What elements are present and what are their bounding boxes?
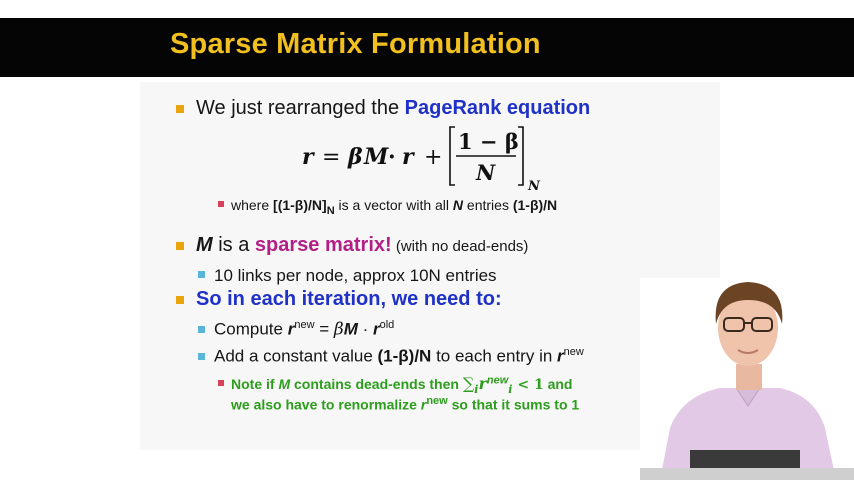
- presenter-neck: [736, 364, 762, 390]
- bullet-add: [214, 346, 584, 367]
- bullet-marker: [176, 242, 184, 250]
- add-r: r: [557, 346, 564, 366]
- bullet-sparse: [196, 234, 528, 257]
- add-prefix: Add a constant value: [214, 346, 378, 366]
- eq-dot: ·: [388, 144, 396, 170]
- eq-subscript: N: [528, 179, 540, 194]
- note-mid: contains dead-ends then: [290, 376, 463, 392]
- note-sum: ∑: [462, 374, 475, 393]
- note-m: M: [278, 376, 291, 392]
- compute-beta: β: [333, 319, 344, 340]
- compute-sup-old: old: [379, 319, 395, 331]
- eq-denominator: N: [476, 160, 496, 185]
- bullet-marker: [198, 326, 205, 333]
- eq-left-bracket: [450, 127, 455, 185]
- where-bracket: [(1-β)/N]: [273, 197, 327, 213]
- where-note: [231, 197, 557, 217]
- eq-r2: r: [402, 144, 414, 170]
- pagerank-highlight: PageRank equation: [404, 97, 591, 119]
- add-mid: to each entry in: [431, 346, 558, 366]
- bullet-marker: [218, 380, 224, 386]
- note-r-sub: i: [508, 382, 513, 396]
- where-value: (1-β)/N: [512, 197, 558, 213]
- pagerank-equation: [300, 122, 550, 194]
- presenter-video: [640, 278, 854, 480]
- top-margin: [0, 0, 854, 18]
- compute-r: r: [287, 319, 295, 339]
- bullet-links: 10 links per node, approx 10N entries: [214, 266, 497, 285]
- note-line2-prefix: we also have to renormalize: [231, 396, 421, 413]
- bullet-marker: [218, 201, 224, 207]
- note-line-1: [231, 374, 572, 396]
- note-prefix: Note if: [231, 376, 279, 392]
- bullet-text: We just rearranged the: [196, 97, 405, 119]
- where-prefix: where: [231, 197, 274, 213]
- where-middle: is a vector with all: [334, 197, 453, 213]
- note-sum-sub: i: [474, 382, 479, 396]
- note-line1-end: and: [543, 376, 573, 392]
- compute-sup-new: new: [294, 319, 315, 331]
- bullet-marker: [198, 353, 205, 360]
- presenter-desk: [640, 468, 854, 480]
- note-lt: < 1: [512, 377, 544, 393]
- compute-dot: ·: [357, 319, 373, 339]
- note-r: r: [478, 374, 487, 393]
- bullet-marker: [176, 296, 184, 304]
- bullet-iteration: So in each iteration, we need to:: [196, 288, 502, 310]
- sparse-mid: is a: [212, 234, 255, 256]
- eq-m: M: [364, 144, 389, 170]
- add-value: (1-β)/N: [377, 346, 432, 366]
- sparse-highlight: sparse matrix!: [254, 234, 392, 256]
- bullet-rearranged: [196, 97, 590, 120]
- compute-r2: r: [373, 319, 380, 339]
- eq-r: r: [302, 144, 314, 170]
- note-r2: r: [420, 396, 427, 413]
- sparse-note: (with no dead-ends): [391, 238, 529, 255]
- compute-eq: =: [314, 319, 334, 339]
- bullet-marker: [176, 105, 184, 113]
- where-n: N: [452, 197, 464, 213]
- slide-title: Sparse Matrix Formulation: [170, 28, 541, 60]
- compute-m: M: [343, 319, 358, 339]
- where-sub: N: [326, 204, 335, 217]
- note-r-sup: new: [486, 374, 509, 387]
- compute-prefix: Compute: [214, 319, 288, 339]
- eq-numerator: 1 − β: [458, 129, 519, 154]
- bullet-marker: [198, 271, 205, 278]
- note-line2-end: so that it sums to 1: [447, 396, 580, 413]
- eq-plus: +: [424, 145, 443, 170]
- note-sup-new: new: [426, 395, 448, 407]
- sparse-m: M: [196, 234, 213, 256]
- add-sup-new: new: [563, 346, 584, 358]
- eq-beta: β: [348, 144, 363, 170]
- eq-equals: =: [322, 145, 341, 170]
- bullet-compute: [214, 319, 394, 340]
- note-line-2: [231, 395, 579, 413]
- where-suffix: entries: [463, 197, 513, 213]
